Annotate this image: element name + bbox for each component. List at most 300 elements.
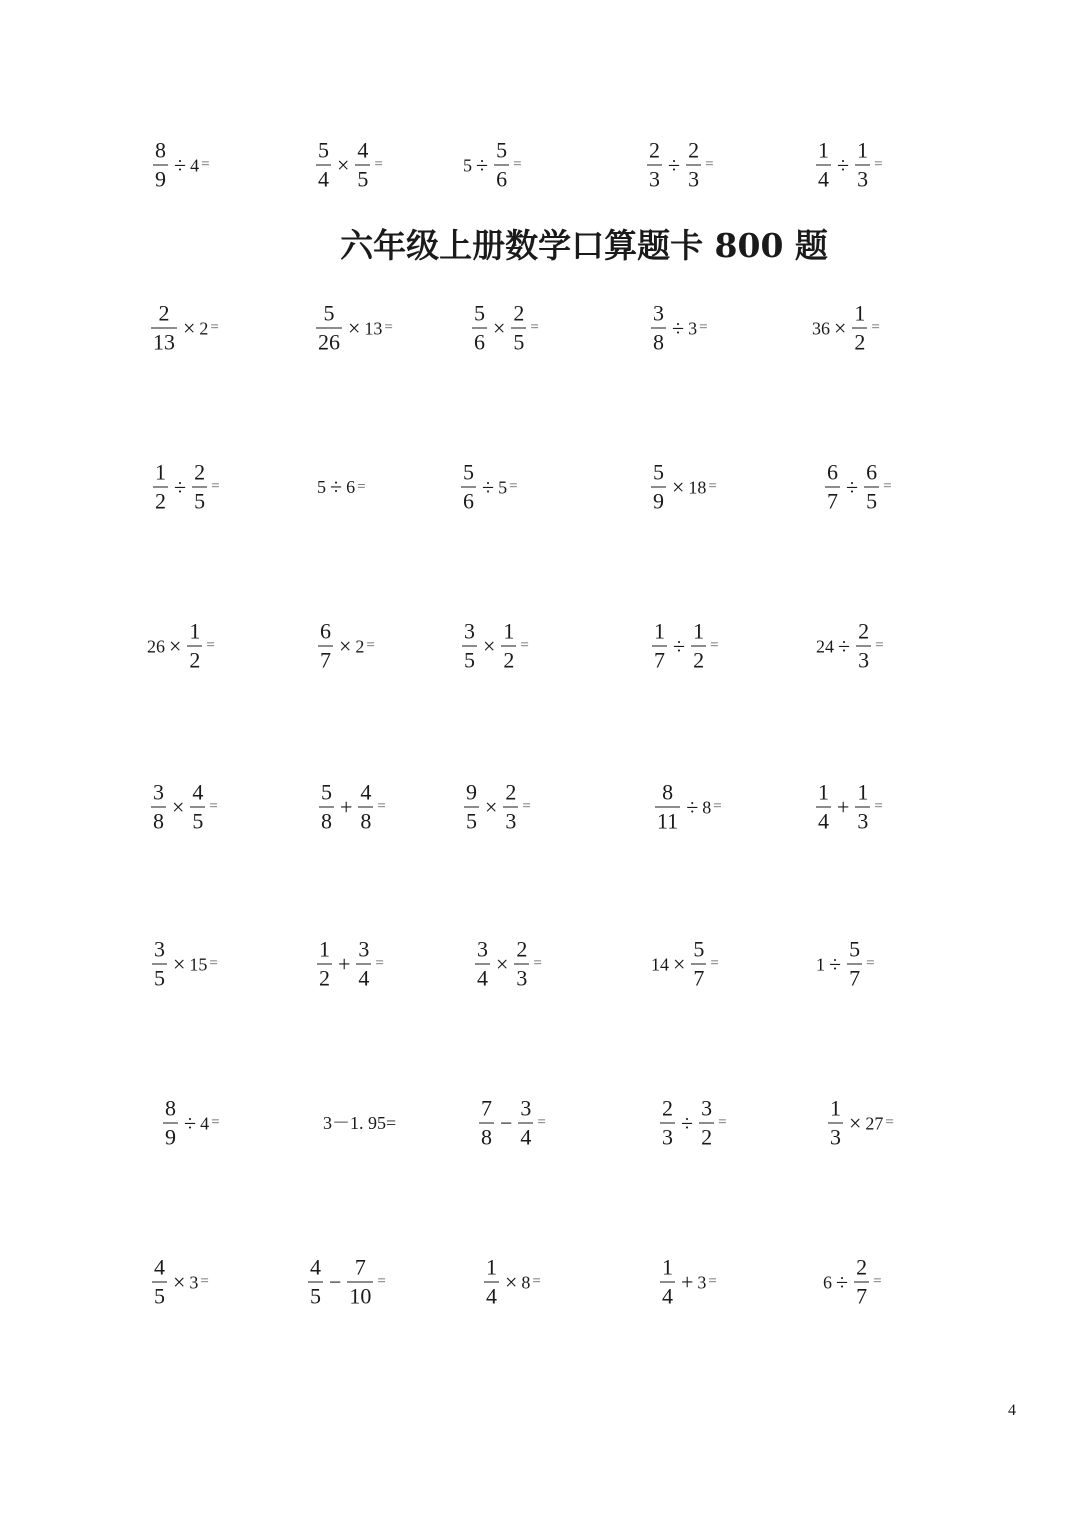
operator: ÷ — [330, 474, 343, 499]
operator: ÷ — [846, 474, 859, 499]
fraction — [152, 936, 167, 991]
equals-sign: = — [866, 955, 875, 972]
equals-sign: = — [874, 156, 883, 173]
equals-sign: = — [520, 637, 529, 654]
numerator: 5 — [653, 459, 664, 485]
equals-sign: = — [377, 1273, 386, 1290]
denominator: 6 — [496, 166, 508, 192]
fraction — [855, 779, 870, 834]
numerator: 6 — [827, 459, 838, 485]
numerator: 8 — [155, 137, 166, 163]
denominator: 5 — [154, 965, 165, 991]
problem — [822, 1254, 882, 1309]
problem — [822, 459, 892, 514]
number: 4 — [200, 1113, 210, 1133]
fraction — [816, 137, 831, 192]
numerator: 3 — [154, 936, 165, 962]
number: 36 — [812, 318, 830, 338]
equals-sign: = — [384, 319, 393, 336]
problem — [815, 618, 884, 673]
numerator: 3 — [477, 936, 488, 962]
numerator: 2 — [662, 1095, 673, 1121]
number: 3 — [697, 1272, 707, 1292]
denominator: 5 — [466, 808, 477, 834]
fraction — [461, 459, 476, 514]
numerator: 1 — [857, 137, 869, 163]
equals-sign: = — [201, 156, 210, 173]
fraction — [319, 779, 334, 834]
operator: × — [505, 1269, 518, 1294]
number: 5 — [463, 155, 472, 175]
numerator: 1 — [319, 936, 330, 962]
denominator: 7 — [827, 488, 838, 514]
denominator: 3 — [516, 965, 528, 991]
equals-sign: = — [874, 798, 883, 815]
number: 8 — [521, 1272, 531, 1292]
denominator: 6 — [474, 329, 485, 355]
numerator: 4 — [192, 779, 204, 805]
number: 2 — [199, 318, 209, 338]
equals-sign: = — [209, 955, 218, 972]
fraction — [464, 779, 479, 834]
denominator: 3 — [688, 166, 700, 192]
numerator: 2 — [516, 936, 528, 962]
denominator: 8 — [653, 329, 664, 355]
operator: ÷ — [686, 794, 699, 819]
operator: + — [837, 794, 850, 819]
denominator: 2 — [503, 647, 515, 673]
denominator: 4 — [486, 1283, 497, 1309]
fraction — [153, 459, 168, 514]
denominator: 5 — [464, 647, 475, 673]
number: 3 — [688, 318, 698, 338]
operator: ÷ — [837, 152, 850, 177]
fraction — [651, 459, 666, 514]
equals-sign: = — [366, 637, 375, 654]
equals-sign: = — [211, 478, 220, 495]
fraction — [308, 1254, 323, 1309]
equals-sign: = — [530, 319, 539, 336]
equals-sign: = — [885, 1114, 894, 1131]
operator: × — [173, 951, 186, 976]
denominator: 3 — [857, 166, 869, 192]
numerator: 2 — [505, 779, 517, 805]
numerator: 1 — [486, 1254, 497, 1280]
denominator: 5 — [357, 166, 369, 192]
problem — [150, 459, 220, 514]
problem — [481, 1254, 541, 1309]
numerator: 3 — [464, 618, 475, 644]
operator: × — [849, 1110, 862, 1135]
fraction — [652, 618, 667, 673]
problem — [825, 1095, 894, 1150]
number: 24 — [816, 636, 834, 656]
problem — [313, 137, 383, 192]
problem — [462, 137, 522, 192]
fraction — [825, 459, 840, 514]
denominator: 8 — [481, 1124, 492, 1150]
denominator: 2 — [319, 965, 330, 991]
equals-sign: = — [883, 478, 892, 495]
fraction — [479, 1095, 494, 1150]
denominator: 3 — [830, 1124, 841, 1150]
denominator: 3 — [649, 166, 660, 192]
problem — [461, 779, 531, 834]
operator: + — [681, 1269, 694, 1294]
fraction — [854, 1254, 869, 1309]
numerator: 2 — [649, 137, 660, 163]
problem — [813, 779, 883, 834]
denominator: 6 — [463, 488, 474, 514]
page-title: 六年级上册数学口算题卡 800 题 — [340, 226, 828, 265]
numerator: 1 — [189, 618, 201, 644]
problem — [650, 936, 719, 991]
numerator: 1 — [818, 779, 829, 805]
operator: × — [169, 633, 182, 658]
numerator: 4 — [310, 1254, 321, 1280]
problem — [313, 300, 393, 355]
numerator: 1 — [503, 618, 515, 644]
denominator: 4 — [662, 1283, 673, 1309]
equals-sign: = — [211, 1114, 220, 1131]
denominator: 4 — [818, 166, 829, 192]
problem — [648, 459, 717, 514]
numerator: 6 — [320, 618, 331, 644]
denominator: 10 — [349, 1283, 372, 1309]
fraction — [192, 459, 207, 514]
problem — [160, 1095, 220, 1150]
number: 6 — [823, 1272, 832, 1292]
operator: × — [485, 794, 498, 819]
operator: − — [500, 1110, 513, 1135]
fraction — [462, 618, 477, 673]
operator: − — [329, 1269, 342, 1294]
equals-sign: = — [375, 955, 384, 972]
operator: × — [834, 315, 847, 340]
denominator: 7 — [320, 647, 331, 673]
numerator: 4 — [357, 137, 369, 163]
operator: + — [340, 794, 353, 819]
denominator: 4 — [318, 166, 329, 192]
operator: × — [483, 633, 496, 658]
denominator: 7 — [849, 965, 861, 991]
equals-sign: = — [873, 1273, 882, 1290]
number: 4 — [190, 155, 200, 175]
number: 3－1. 95= — [323, 1113, 397, 1133]
number: 26 — [147, 636, 165, 656]
problem — [316, 779, 386, 834]
numerator: 5 — [321, 779, 332, 805]
number: 6 — [346, 477, 356, 497]
fraction — [691, 936, 706, 991]
fraction — [655, 779, 680, 834]
numerator: 5 — [693, 936, 705, 962]
operator: ÷ — [672, 315, 685, 340]
fraction — [852, 300, 867, 355]
operator: ÷ — [174, 474, 187, 499]
equals-sign: = — [718, 1114, 727, 1131]
problem — [815, 936, 875, 991]
equals-sign: = — [200, 1273, 209, 1290]
fraction — [190, 779, 205, 834]
operator: × — [339, 633, 352, 658]
fraction — [151, 300, 177, 355]
problem — [322, 1114, 397, 1132]
problem — [476, 1095, 546, 1150]
numerator: 5 — [323, 300, 335, 326]
denominator: 8 — [360, 808, 372, 834]
fraction — [475, 936, 490, 991]
equals-sign: = — [699, 319, 708, 336]
fraction — [152, 1254, 167, 1309]
operator: × — [337, 152, 350, 177]
numerator: 3 — [358, 936, 370, 962]
operator: × — [348, 315, 361, 340]
operator: × — [172, 794, 185, 819]
denominator: 8 — [153, 808, 164, 834]
fraction — [347, 1254, 373, 1309]
numerator: 4 — [360, 779, 372, 805]
page-number: 4 — [1008, 1402, 1016, 1419]
denominator: 2 — [155, 488, 166, 514]
denominator: 9 — [165, 1124, 176, 1150]
equals-sign: = — [209, 798, 218, 815]
fraction — [472, 300, 487, 355]
denominator: 2 — [693, 647, 705, 673]
problem — [657, 1254, 717, 1309]
numerator: 2 — [856, 1254, 868, 1280]
equals-sign: = — [374, 156, 383, 173]
numerator: 7 — [481, 1095, 492, 1121]
operator: ÷ — [668, 152, 681, 177]
operator: ÷ — [836, 1269, 849, 1294]
problem — [314, 936, 384, 991]
numerator: 5 — [474, 300, 485, 326]
number: 27 — [865, 1113, 884, 1133]
denominator: 5 — [866, 488, 878, 514]
denominator: 3 — [857, 808, 869, 834]
fraction — [317, 936, 332, 991]
denominator: 4 — [477, 965, 488, 991]
fraction — [318, 618, 333, 673]
problem — [305, 1254, 386, 1309]
numerator: 1 — [857, 779, 869, 805]
operator: × — [173, 1269, 186, 1294]
equals-sign: = — [513, 156, 522, 173]
equals-sign: = — [708, 478, 717, 495]
equals-sign: = — [875, 637, 884, 654]
problem — [657, 1095, 727, 1150]
numerator: 2 — [858, 618, 870, 644]
equals-sign: = — [710, 637, 719, 654]
number: 2 — [355, 636, 365, 656]
fraction — [484, 1254, 499, 1309]
fraction — [660, 1095, 675, 1150]
fraction — [503, 779, 518, 834]
equals-sign: = — [705, 156, 714, 173]
numerator: 2 — [688, 137, 700, 163]
fraction — [847, 936, 862, 991]
equals-sign: = — [357, 478, 366, 495]
numerator: 8 — [165, 1095, 176, 1121]
fraction — [816, 779, 831, 834]
operator: ÷ — [829, 951, 842, 976]
denominator: 9 — [155, 166, 166, 192]
problem — [458, 459, 518, 514]
fraction — [153, 137, 168, 192]
denominator: 5 — [192, 808, 204, 834]
numerator: 3 — [153, 779, 164, 805]
problem — [811, 300, 880, 355]
fraction — [355, 137, 370, 192]
denominator: 9 — [653, 488, 664, 514]
equals-sign: = — [871, 319, 880, 336]
operator: ÷ — [681, 1110, 694, 1135]
operator: ÷ — [838, 633, 851, 658]
denominator: 2 — [189, 647, 201, 673]
number: 1 — [816, 954, 825, 974]
problem — [149, 1254, 209, 1309]
equals-sign: = — [377, 798, 386, 815]
problem — [316, 476, 366, 498]
denominator: 3 — [505, 808, 517, 834]
operator: × — [673, 951, 686, 976]
equals-sign: = — [713, 798, 722, 815]
number: 3 — [189, 1272, 199, 1292]
equals-sign: = — [708, 1273, 717, 1290]
fraction — [316, 137, 331, 192]
denominator: 5 — [194, 488, 206, 514]
operator: × — [493, 315, 506, 340]
number: 8 — [702, 797, 712, 817]
numerator: 1 — [818, 137, 829, 163]
equals-sign: = — [509, 478, 518, 495]
numerator: 3 — [520, 1095, 532, 1121]
problem — [649, 618, 719, 673]
problem — [652, 779, 722, 834]
fraction — [864, 459, 879, 514]
fraction — [855, 137, 870, 192]
problem — [644, 137, 714, 192]
operator: × — [672, 474, 685, 499]
problem — [150, 137, 210, 192]
equals-sign: = — [710, 955, 719, 972]
fraction — [356, 936, 371, 991]
denominator: 5 — [513, 329, 525, 355]
numerator: 1 — [155, 459, 166, 485]
denominator: 7 — [693, 965, 705, 991]
equals-sign: = — [533, 955, 542, 972]
numerator: 5 — [463, 459, 474, 485]
operator: ÷ — [673, 633, 686, 658]
fraction — [828, 1095, 843, 1150]
operator: ÷ — [482, 474, 495, 499]
numerator: 2 — [194, 459, 206, 485]
denominator: 8 — [321, 808, 332, 834]
numerator: 1 — [654, 618, 665, 644]
denominator: 2 — [701, 1124, 713, 1150]
numerator: 9 — [466, 779, 477, 805]
number: 15 — [189, 954, 208, 974]
operator: ÷ — [476, 152, 489, 177]
equals-sign: = — [206, 637, 215, 654]
numerator: 2 — [158, 300, 170, 326]
denominator: 3 — [858, 647, 870, 673]
problem — [459, 618, 529, 673]
denominator: 11 — [657, 808, 679, 834]
numerator: 3 — [653, 300, 664, 326]
numerator: 5 — [318, 137, 329, 163]
fraction — [316, 300, 342, 355]
fraction — [511, 300, 526, 355]
operator: ÷ — [184, 1110, 197, 1135]
operator: + — [338, 951, 351, 976]
denominator: 26 — [318, 329, 340, 355]
problem — [469, 300, 539, 355]
problem — [648, 300, 708, 355]
denominator: 7 — [856, 1283, 868, 1309]
numerator: 4 — [154, 1254, 165, 1280]
fraction — [651, 300, 666, 355]
denominator: 5 — [154, 1283, 165, 1309]
number: 18 — [688, 477, 707, 497]
fraction — [358, 779, 373, 834]
denominator: 4 — [818, 808, 829, 834]
numerator: 3 — [701, 1095, 713, 1121]
numerator: 1 — [854, 300, 866, 326]
operator: ÷ — [174, 152, 187, 177]
number: 13 — [364, 318, 383, 338]
fraction — [660, 1254, 675, 1309]
numerator: 2 — [513, 300, 525, 326]
numerator: 5 — [496, 137, 508, 163]
denominator: 3 — [662, 1124, 673, 1150]
denominator: 5 — [310, 1283, 321, 1309]
operator: × — [496, 951, 509, 976]
denominator: 2 — [854, 329, 866, 355]
fraction — [514, 936, 529, 991]
fraction — [494, 137, 509, 192]
problem — [472, 936, 542, 991]
fraction — [647, 137, 662, 192]
numerator: 5 — [849, 936, 861, 962]
fraction — [856, 618, 871, 673]
fraction — [163, 1095, 178, 1150]
problem — [813, 137, 883, 192]
problem — [315, 618, 375, 673]
denominator: 13 — [153, 329, 175, 355]
numerator: 6 — [866, 459, 878, 485]
denominator: 4 — [520, 1124, 532, 1150]
problem — [149, 936, 218, 991]
number: 5 — [498, 477, 508, 497]
fraction — [151, 779, 166, 834]
numerator: 7 — [354, 1254, 366, 1280]
problem — [148, 779, 218, 834]
number: 14 — [651, 954, 669, 974]
equals-sign: = — [537, 1114, 546, 1131]
equals-sign: = — [532, 1273, 541, 1290]
numerator: 1 — [662, 1254, 673, 1280]
denominator: 7 — [654, 647, 665, 673]
problem — [146, 618, 215, 673]
fraction — [501, 618, 516, 673]
equals-sign: = — [210, 319, 219, 336]
fraction — [187, 618, 202, 673]
numerator: 1 — [693, 618, 705, 644]
numerator: 1 — [830, 1095, 841, 1121]
problem — [148, 300, 219, 355]
